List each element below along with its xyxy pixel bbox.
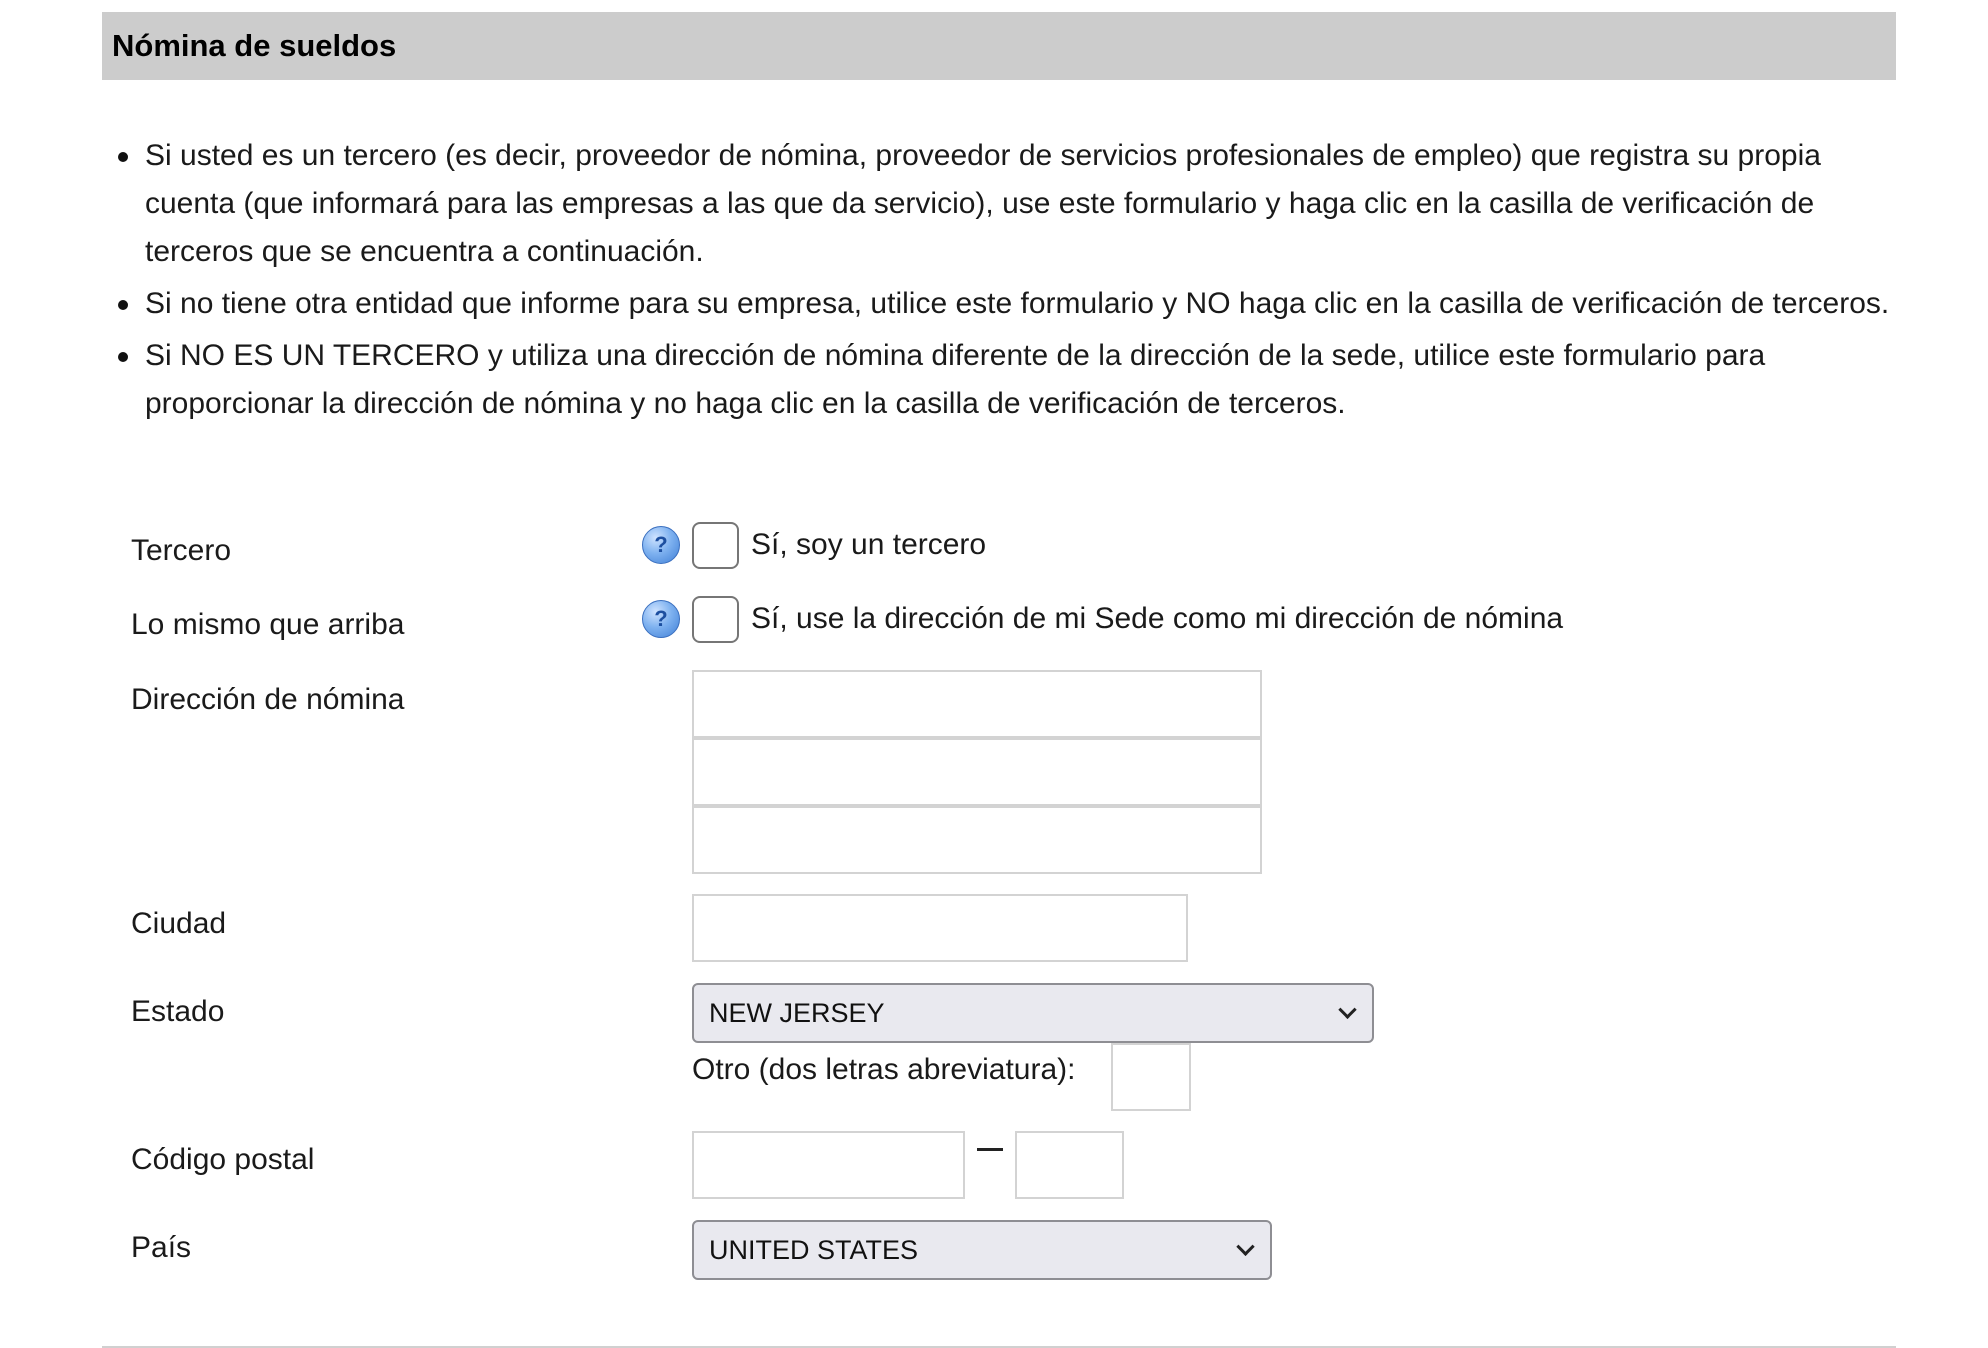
same-as-above-checkbox[interactable] (692, 596, 739, 643)
payroll-address-label: Dirección de nómina (131, 683, 405, 716)
country-label: País (131, 1231, 192, 1264)
third-party-checkbox[interactable] (692, 522, 739, 569)
chevron-down-icon (1236, 1238, 1254, 1256)
city-input[interactable] (692, 894, 1188, 962)
instruction-item: Si no tiene otra entidad que informe para su empresa, utilice este formulario y NO haga clic en la casilla de verificación de terceros. (145, 280, 1895, 328)
third-party-checkbox-label[interactable]: Sí, soy un tercero (751, 528, 987, 561)
section-title: Nómina de sueldos (112, 28, 397, 63)
city-label: Ciudad (131, 907, 227, 940)
state-select[interactable] (692, 983, 1374, 1043)
section-header (102, 12, 1896, 80)
help-question-icon[interactable]: ? (642, 600, 680, 638)
same-as-above-checkbox-label[interactable]: Sí, use la dirección de mi Sede como mi dirección de nómina (751, 602, 1564, 635)
country-select[interactable] (692, 1220, 1272, 1280)
chevron-down-icon (1338, 1001, 1356, 1019)
state-other-input[interactable] (1111, 1043, 1191, 1111)
instructions-list (145, 132, 1895, 432)
payroll-address-line3-input[interactable] (692, 806, 1262, 874)
instruction-item: Si usted es un tercero (es decir, proveedor de nómina, proveedor de servicios profesionales de empleo) que registra su propia cuenta (que informará para las empresas a las que da servicio), use este formulario y haga clic en la casilla de verificación de terceros que se encuentra a continuación. (145, 132, 1895, 276)
state-label: Estado (131, 995, 225, 1028)
zip-extension-input[interactable] (1015, 1131, 1124, 1199)
third-party-label: Tercero (131, 534, 232, 567)
zip-separator (977, 1148, 1003, 1151)
same-as-above-label: Lo mismo que arriba (131, 608, 405, 641)
state-other-label: Otro (dos letras abreviatura): (692, 1053, 1076, 1086)
country-selected-value: UNITED STATES (709, 1234, 919, 1265)
postal-code-label: Código postal (131, 1143, 315, 1176)
instruction-item: Si NO ES UN TERCERO y utiliza una dirección de nómina diferente de la dirección de la sede, utilice este formulario para proporcionar la dirección de nómina y no haga clic en la casilla de verificación de terceros. (145, 332, 1895, 428)
payroll-address-line2-input[interactable] (692, 738, 1262, 806)
payroll-address-line1-input[interactable] (692, 670, 1262, 738)
zip-code-input[interactable] (692, 1131, 965, 1199)
help-question-icon[interactable]: ? (642, 526, 680, 564)
state-selected-value: NEW JERSEY (709, 997, 885, 1028)
